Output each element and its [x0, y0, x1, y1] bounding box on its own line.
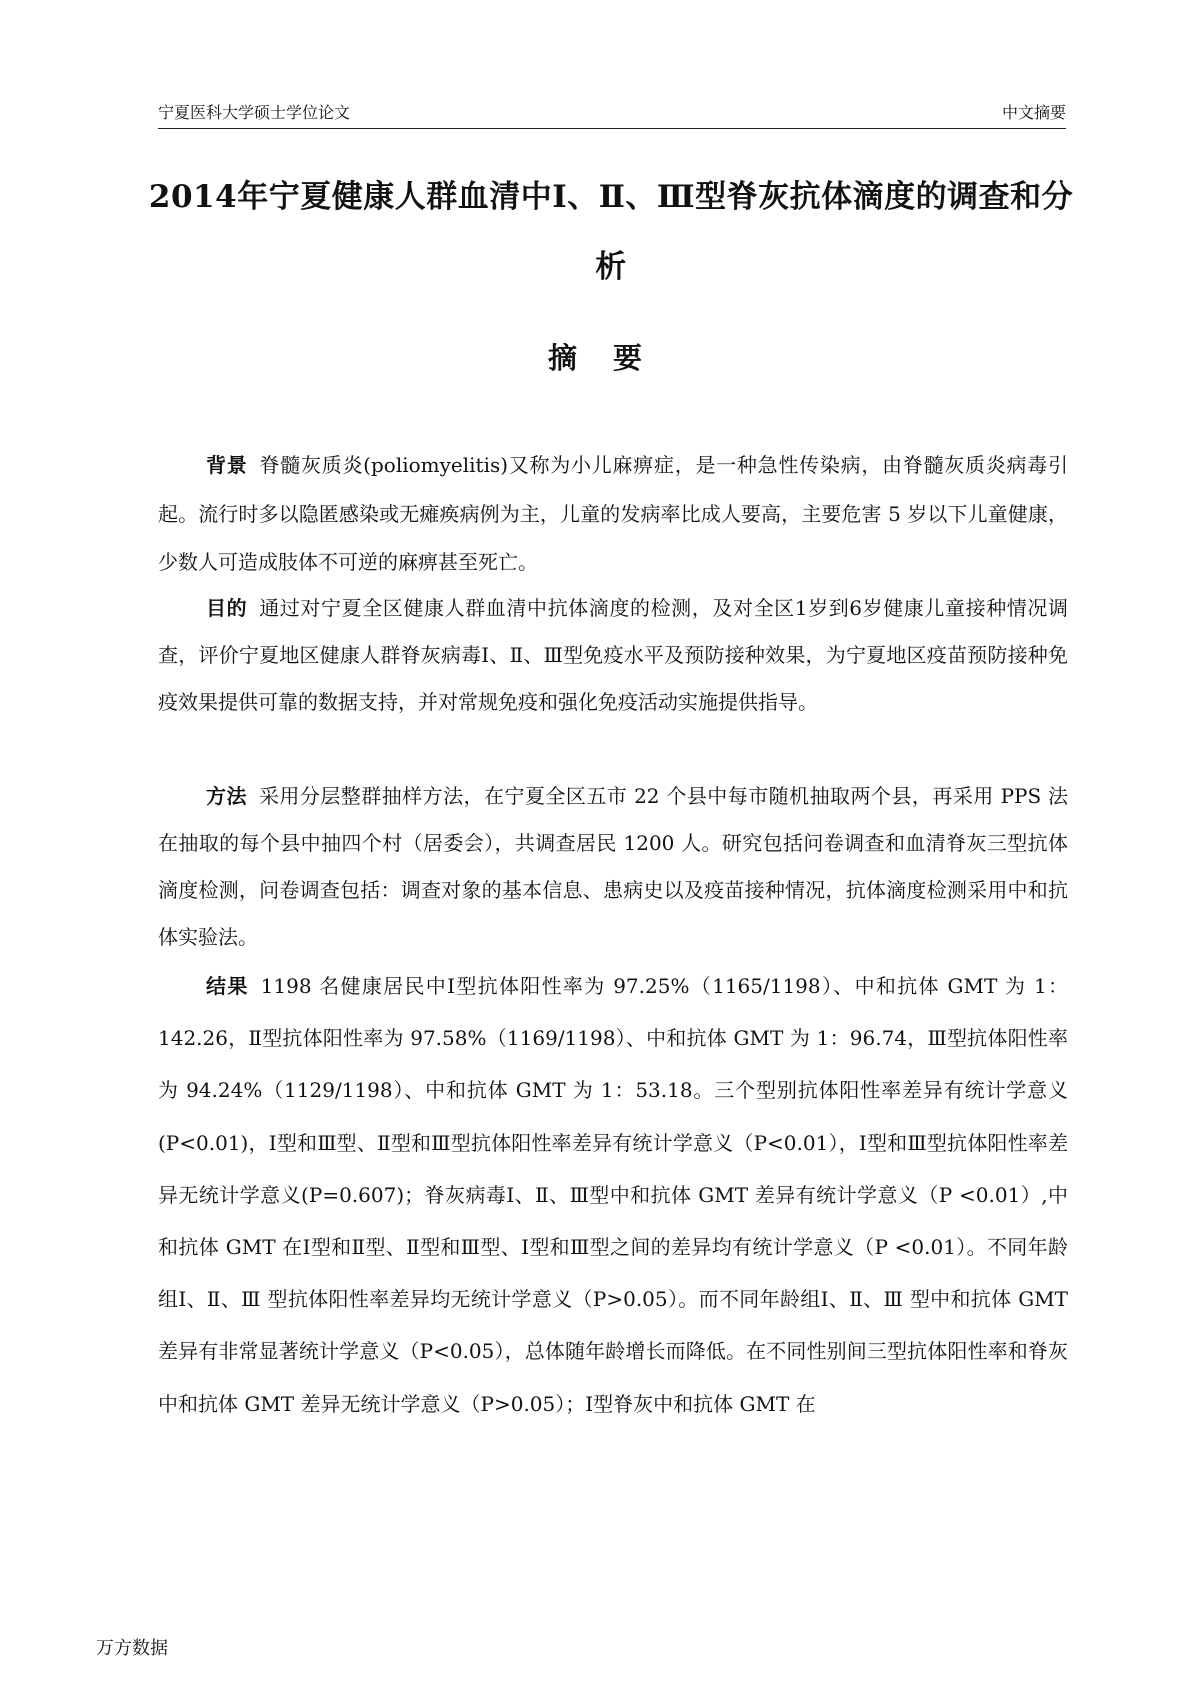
label-results: 结果	[206, 974, 249, 998]
header-section-label: 中文摘要	[1001, 103, 1066, 122]
text-background: 脊髓灰质炎(poliomyelitis)又称为小儿麻痹症，是一种急性传染病，由脊髓灰质炎病毒引起。流行时多以隐匿感染或无瘫痪病例为主，儿童的发病率比成人要高，主要危害 5 岁以下儿童健康，少数人可造成肢体不可逆的麻痹甚至死亡。	[158, 453, 1069, 574]
text-objective: 通过对宁夏全区健康人群血清中抗体滴度的检测，及对全区1岁到6岁健康儿童接种情况调查，评价宁夏地区健康人群脊灰病毒Ⅰ、Ⅱ、Ⅲ型免疫水平及预防接种效果，为宁夏地区疫苗预防接种免疫效果提供可靠的数据支持，并对常规免疫和强化免疫活动实施提供指导。	[158, 596, 1069, 714]
label-methods: 方法	[206, 784, 247, 808]
footer-watermark: 万方数据	[96, 1638, 168, 1659]
paragraph-background	[158, 441, 1068, 587]
abstract-heading: 摘要	[547, 341, 678, 375]
label-background: 背景	[206, 453, 248, 477]
text-results: 1198 名健康居民中Ⅰ型抗体阳性率为 97.25%（1165/1198）、中和抗体 GMT 为 1：142.26，Ⅱ型抗体阳性率为 97.58%（1169/1198）、中和抗体 GMT 为 1：96.74，Ⅲ型抗体阳性率为 94.24%（1129/1198）、中和抗体 GMT 为 1：53.18。三个型别抗体阳性率差异有统计学意义(P<0.01)，Ⅰ型和Ⅲ型、Ⅱ型和Ⅲ型抗体阳性率差异有统计学意义（P<0.01），Ⅰ型和Ⅲ型抗体阳性率差异无统计学意义(P=0.607)；脊灰病毒Ⅰ、Ⅱ、Ⅲ型中和抗体 GMT 差异有统计学意义（P <0.01）,中和抗体 GMT 在Ⅰ型和Ⅱ型、Ⅱ型和Ⅲ型、Ⅰ型和Ⅲ型之间的差异均有统计学意义（P <0.01）。不同年龄组Ⅰ、Ⅱ、Ⅲ 型抗体阳性率差异均无统计学意义（P>0.05）。而不同年龄组Ⅰ、Ⅱ、Ⅲ 型中和抗体 GMT 差异有非常显著统计学意义（P<0.05），总体随年龄增长而降低。在不同性别间三型抗体阳性率和脊灰中和抗体 GMT 差异无统计学意义（P>0.05）；Ⅰ型脊灰中和抗体 GMT 在	[158, 974, 1069, 1416]
paragraph-results	[158, 960, 1068, 1430]
paragraph-methods	[158, 773, 1068, 961]
running-header	[158, 100, 1066, 129]
thesis-title: 2014年宁夏健康人群血清中Ⅰ、Ⅱ、Ⅲ型脊灰抗体滴度的调查和分析	[148, 179, 1074, 285]
text-methods: 采用分层整群抽样方法，在宁夏全区五市 22 个县中每市随机抽取两个县，再采用 PPS 法在抽取的每个县中抽四个村（居委会），共调查居民 1200 人。研究包括问卷调查和血清脊灰三型抗体滴度检测，问卷调查包括：调查对象的基本信息、患病史以及疫苗接种情况，抗体滴度检测采用中和抗体实验法。	[158, 784, 1069, 949]
paragraph-objective	[158, 585, 1068, 726]
label-objective: 目的	[206, 596, 248, 620]
header-university-label: 宁夏医科大学硕士学位论文	[158, 103, 351, 122]
